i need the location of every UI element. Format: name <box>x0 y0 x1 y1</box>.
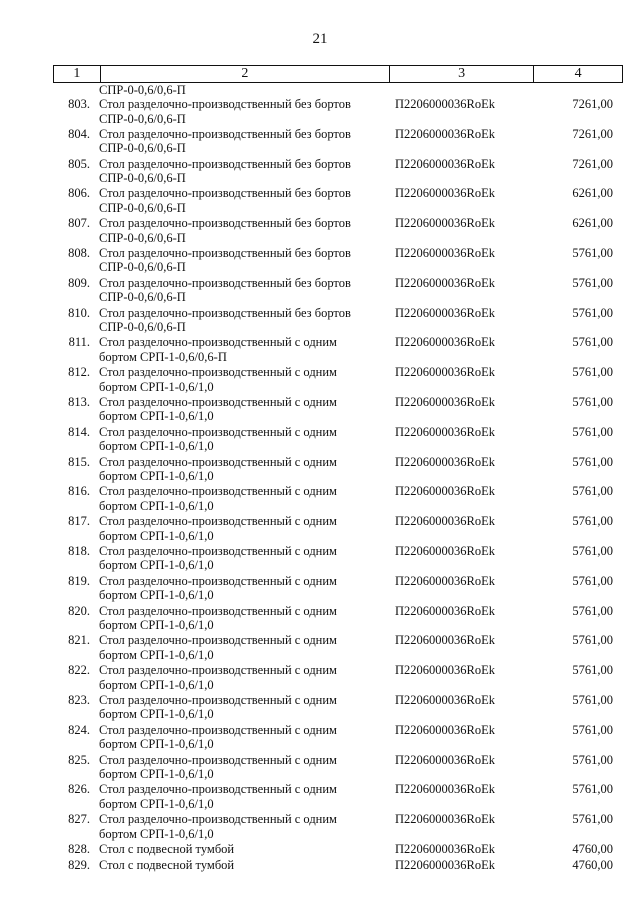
row-number: 820. <box>68 603 90 618</box>
item-price: 5761,00 <box>572 812 613 827</box>
item-name: Стол разделочно-производственный с одним бортом СРП-1-0,6/1,0 <box>99 692 337 722</box>
item-price: 5761,00 <box>572 663 613 678</box>
header-col-4: 4 <box>533 66 622 82</box>
item-code: П2206000036RoEk <box>395 97 495 111</box>
table-row <box>53 782 623 812</box>
item-name: Стол с подвесной тумбой <box>99 857 235 872</box>
item-name: Стол разделочно-производственный без бортов СПР-0-0,6/0,6-П <box>99 156 351 186</box>
row-number: 811. <box>68 335 90 350</box>
continuation-line: СПР-0-0,6/0,6-П <box>99 83 186 97</box>
table-row <box>53 514 623 544</box>
item-code: П2206000036RoEk <box>395 126 495 141</box>
row-number: 810. <box>68 305 90 320</box>
item-code: П2206000036RoEk <box>395 275 495 290</box>
item-code: П2206000036RoEk <box>395 484 495 499</box>
item-price: 5761,00 <box>572 752 613 767</box>
item-name: Стол разделочно-производственный с одним бортом СРП-1-0,6/1,0 <box>99 484 337 513</box>
item-price: 5761,00 <box>572 424 613 439</box>
item-price: 5761,00 <box>572 514 613 529</box>
item-name: Стол с подвесной тумбой <box>99 841 235 856</box>
item-name: Стол разделочно-производственный с одним бортом СРП-1-0,6/1,0 <box>99 514 337 543</box>
row-number: 817. <box>68 514 90 529</box>
item-price: 5761,00 <box>572 394 613 409</box>
table-row <box>53 127 623 157</box>
price-table <box>53 65 623 874</box>
table-row <box>53 544 623 574</box>
table-row <box>53 812 623 842</box>
item-price: 4760,00 <box>572 841 613 856</box>
item-code: П2206000036RoEk <box>395 782 495 797</box>
item-code: П2206000036RoEk <box>395 394 495 409</box>
item-name: Стол разделочно-производственный без бортов СПР-0-0,6/0,6-П <box>99 216 351 245</box>
item-name: Стол разделочно-производственный без бортов СПР-0-0,6/0,6-П <box>99 97 351 126</box>
item-code: П2206000036RoEk <box>395 514 495 529</box>
table-row <box>53 335 623 365</box>
row-number: 822. <box>68 663 90 678</box>
table-row <box>53 216 623 246</box>
item-price: 7261,00 <box>572 126 613 141</box>
table-row <box>53 753 623 783</box>
row-number: 827. <box>68 812 90 827</box>
item-name: Стол разделочно-производственный с одним бортом СРП-1-0,6/1,0 <box>99 633 337 662</box>
table-row <box>53 842 623 858</box>
item-price: 5761,00 <box>572 573 613 588</box>
item-code: П2206000036RoEk <box>395 573 495 588</box>
row-number: 804. <box>68 126 90 141</box>
row-number: 819. <box>68 573 90 588</box>
item-code: П2206000036RoEk <box>395 722 495 737</box>
item-price: 5761,00 <box>572 782 613 797</box>
row-number: 824. <box>68 722 90 737</box>
table-row <box>53 693 623 723</box>
item-code: П2206000036RoEk <box>395 692 495 707</box>
row-number: 826. <box>68 782 90 797</box>
row-number: 808. <box>68 245 90 260</box>
row-number: 825. <box>68 752 90 767</box>
table-row <box>53 723 623 753</box>
row-number: 805. <box>68 156 90 171</box>
table-row <box>53 276 623 306</box>
item-price: 4760,00 <box>572 857 613 872</box>
row-number: 809. <box>68 275 90 290</box>
table-row <box>53 858 623 874</box>
row-number: 813. <box>68 394 90 409</box>
item-name: Стол разделочно-производственный с одним бортом СРП-1-0,6/1,0 <box>99 454 337 484</box>
header-col-1: 1 <box>73 66 81 81</box>
row-number: 829. <box>68 857 90 872</box>
item-name: Стол разделочно-производственный с одним бортом СРП-1-0,6/1,0 <box>99 663 337 692</box>
item-name: Стол разделочно-производственный с одним бортом СРП-1-0,6/1,0 <box>99 603 337 633</box>
table-row <box>53 574 623 604</box>
item-code: П2206000036RoEk <box>395 663 495 678</box>
item-name: Стол разделочно-производственный с одним бортом СРП-1-0,6/1,0 <box>99 752 337 782</box>
item-code: П2206000036RoEk <box>395 454 495 469</box>
item-code: П2206000036RoEk <box>395 335 495 350</box>
item-price: 6261,00 <box>572 186 613 201</box>
item-price: 5761,00 <box>572 335 613 350</box>
table-row <box>53 365 623 395</box>
table-row <box>53 425 623 455</box>
table-row <box>53 186 623 216</box>
item-code: П2206000036RoEk <box>395 305 495 320</box>
row-number: 807. <box>68 216 90 231</box>
item-name: Стол разделочно-производственный без бортов СПР-0-0,6/0,6-П <box>99 305 351 335</box>
row-number: 821. <box>68 633 90 648</box>
item-name: Стол разделочно-производственный с одним бортом СРП-1-0,6/1,0 <box>99 394 337 424</box>
item-price: 5761,00 <box>572 245 613 260</box>
item-code: П2206000036RoEk <box>395 245 495 260</box>
item-code: П2206000036RoEk <box>395 603 495 618</box>
header-col-3: 3 <box>389 66 533 82</box>
table-row <box>53 246 623 276</box>
row-number: 806. <box>68 186 90 201</box>
row-number: 814. <box>68 424 90 439</box>
item-price: 5761,00 <box>572 275 613 290</box>
item-price: 7261,00 <box>572 97 613 111</box>
table-row <box>53 157 623 187</box>
item-code: П2206000036RoEk <box>395 841 495 856</box>
item-name: Стол разделочно-производственный с одним бортом СРП-1-0,6/1,0 <box>99 365 337 394</box>
item-code: П2206000036RoEk <box>395 365 495 380</box>
table-row <box>53 633 623 663</box>
table-header <box>53 65 623 83</box>
item-price: 5761,00 <box>572 305 613 320</box>
table-row <box>53 455 623 485</box>
item-code: П2206000036RoEk <box>395 216 495 231</box>
item-code: П2206000036RoEk <box>395 812 495 827</box>
table-row <box>53 306 623 336</box>
item-price: 6261,00 <box>572 216 613 231</box>
item-price: 5761,00 <box>572 454 613 469</box>
item-name: Стол разделочно-производственный с одним бортом СРП-1-0,6/1,0 <box>99 782 337 811</box>
table-row <box>53 663 623 693</box>
row-number: 818. <box>68 543 90 558</box>
item-code: П2206000036RoEk <box>395 752 495 767</box>
item-name: Стол разделочно-производственный с одним бортом СРП-1-0,6/1,0 <box>99 812 337 841</box>
table-row <box>53 484 623 514</box>
item-name: Стол разделочно-производственный без бортов СПР-0-0,6/0,6-П <box>99 126 351 156</box>
table-body <box>53 97 623 874</box>
item-price: 5761,00 <box>572 365 613 380</box>
row-number: 812. <box>68 365 90 380</box>
row-number: 823. <box>68 692 90 707</box>
item-price: 5761,00 <box>572 603 613 618</box>
item-name: Стол разделочно-производственный без бортов СПР-0-0,6/0,6-П <box>99 275 351 305</box>
item-name: Стол разделочно-производственный без бортов СПР-0-0,6/0,6-П <box>99 245 351 275</box>
item-name: Стол разделочно-производственный с одним бортом СРП-1-0,6/0,6-П <box>99 335 337 364</box>
row-number: 803. <box>68 97 90 111</box>
item-price: 5761,00 <box>572 722 613 737</box>
row-number: 828. <box>68 841 90 856</box>
row-number: 815. <box>68 454 90 469</box>
item-code: П2206000036RoEk <box>395 857 495 872</box>
item-price: 5761,00 <box>572 484 613 499</box>
item-name: Стол разделочно-производственный с одним бортом СРП-1-0,6/1,0 <box>99 543 337 573</box>
item-code: П2206000036RoEk <box>395 543 495 558</box>
item-price: 5761,00 <box>572 543 613 558</box>
table-row <box>53 604 623 634</box>
item-price: 5761,00 <box>572 692 613 707</box>
page-number: 21 <box>312 31 328 47</box>
table-row <box>53 395 623 425</box>
item-code: П2206000036RoEk <box>395 633 495 648</box>
item-name: Стол разделочно-производственный с одним бортом СРП-1-0,6/1,0 <box>99 573 337 603</box>
item-code: П2206000036RoEk <box>395 186 495 201</box>
item-price: 5761,00 <box>572 633 613 648</box>
item-price: 7261,00 <box>572 156 613 171</box>
item-name: Стол разделочно-производственный без бортов СПР-0-0,6/0,6-П <box>99 186 351 215</box>
item-code: П2206000036RoEk <box>395 156 495 171</box>
item-code: П2206000036RoEk <box>395 424 495 439</box>
header-col-2: 2 <box>100 66 389 82</box>
item-name: Стол разделочно-производственный с одним бортом СРП-1-0,6/1,0 <box>99 424 337 454</box>
table-row <box>53 97 623 127</box>
row-number: 816. <box>68 484 90 499</box>
item-name: Стол разделочно-производственный с одним бортом СРП-1-0,6/1,0 <box>99 722 337 752</box>
